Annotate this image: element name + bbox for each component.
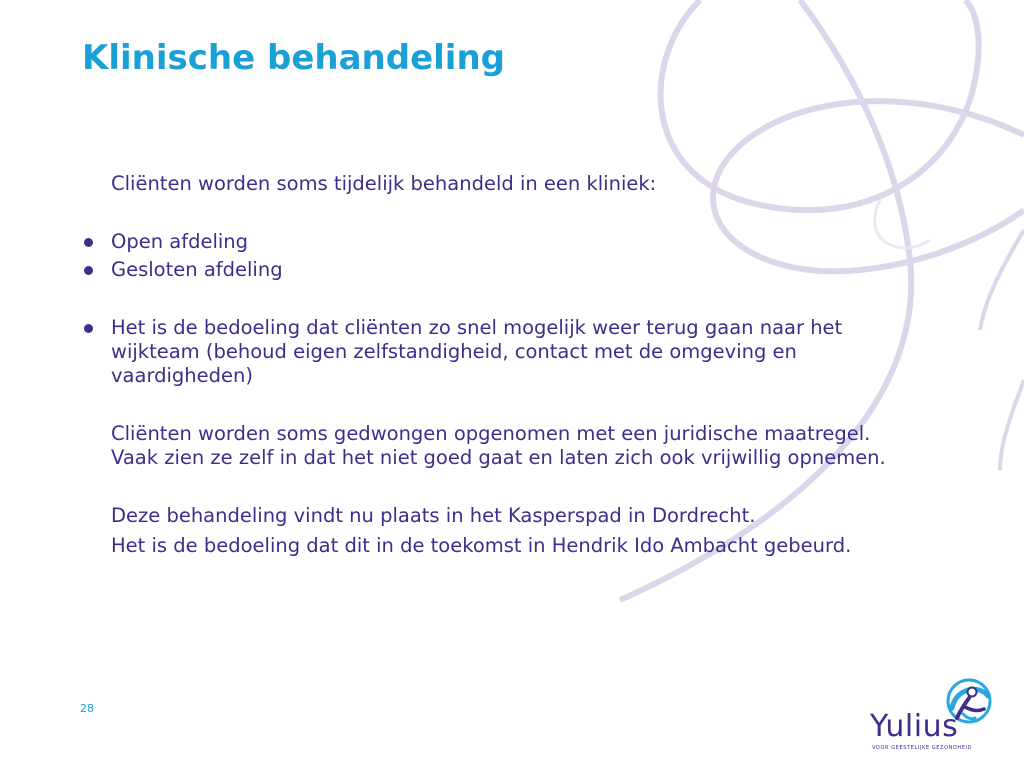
paragraph-future-location: Het is de bedoeling dat dit in de toekomst in Hendrik Ido Ambacht gebeurd. — [111, 534, 852, 557]
bullet-gesloten-afdeling: Gesloten afdeling — [82, 258, 902, 282]
logo-wordmark: Yulius — [870, 709, 959, 744]
bullet-open-afdeling: Open afdeling — [82, 230, 902, 254]
slide-body — [82, 172, 902, 558]
slide-title: Klinische behandeling — [82, 38, 506, 78]
bullet-goal-return: Het is de bedoeling dat cliënten zo snel mogelijk weer terug gaan naar het wijkteam (behoud eigen zelfstandigheid, contact met de omgeving en vaardigheden) — [82, 316, 902, 388]
yulius-logo — [862, 678, 1002, 758]
page-number: 28 — [80, 702, 94, 715]
intro-paragraph: Cliënten worden soms tijdelijk behandeld in een kliniek: — [111, 172, 657, 195]
paragraph-current-location: Deze behandeling vindt nu plaats in het Kasperspad in Dordrecht. — [111, 504, 756, 527]
paragraph-forced-admission: Cliënten worden soms gedwongen opgenomen met een juridische maatregel. Vaak zien ze zelf in dat het niet goed gaat en laten zich ook vrijwillig opnemen. — [111, 422, 886, 469]
logo-tagline: VOOR GEESTELIJKE GEZONDHEID — [872, 745, 973, 751]
